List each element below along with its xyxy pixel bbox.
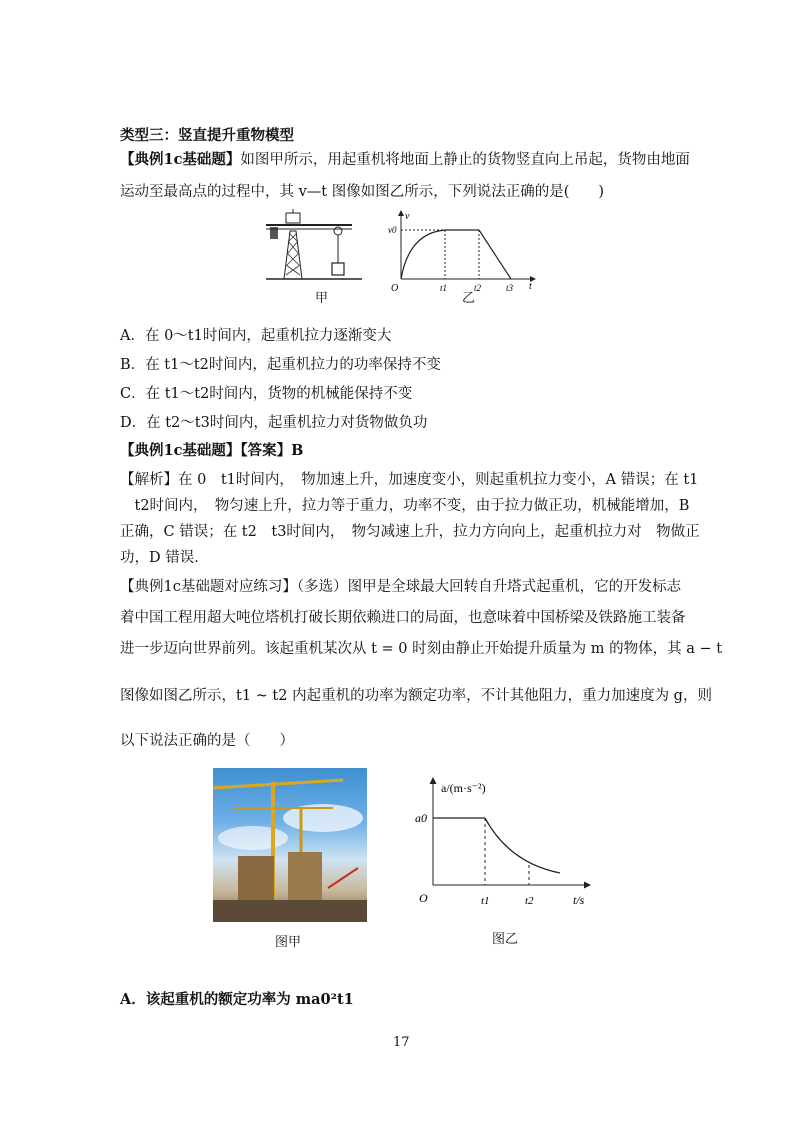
example1-tag: 【典例1c基础题】 — [120, 151, 241, 168]
section-title: 类型三：竖直提升重物模型 — [120, 127, 294, 144]
at-xlabel: t/s — [573, 893, 585, 907]
page-number: 17 — [393, 1035, 410, 1050]
analysis-line1: 【解析】在 0 t1时间内， 物加速上升，加速度变小，则起重机拉力变小，A 错误；在 t1 — [120, 472, 699, 488]
at-a0-label: a0 — [415, 811, 427, 825]
analysis-line3: 正确，C 错误；在 t2 t3时间内， 物匀减速上升，拉力方向向上，起重机拉力对 物做正 — [120, 524, 700, 540]
fig2-yi-label: 图乙 — [492, 932, 519, 947]
vt-curve-accel — [401, 230, 445, 279]
vt-tick-t3: t3 — [506, 283, 514, 293]
example2-line1: 【典例1c基础题对应练习】（多选）图甲是全球最大回转自升塔式起重机，它的开发标志 — [120, 579, 682, 595]
at-ylabel: a/(m·s⁻²) — [441, 781, 486, 795]
vt-graph — [385, 205, 545, 297]
vt-v0-label: v0 — [388, 225, 397, 235]
crane-diagram — [262, 205, 372, 283]
option-b: B．在 t1～t2时间内，起重机拉力的功率保持不变 — [120, 357, 441, 373]
answer-line: 【典例1c基础题】【答案】B — [120, 442, 304, 459]
analysis-line2: t2时间内， 物匀速上升，拉力等于重力，功率不变，由于拉力做正功，机械能增加，B — [120, 498, 690, 514]
example1-stem-text: 如图甲所示，用起重机将地面上静止的货物竖直向上吊起，货物由地面 — [240, 152, 690, 168]
example2-line2: 着中国工程用超大吨位塔机打破长期依赖进口的局面，也意味着中国桥梁及铁路施工装备 — [120, 610, 686, 626]
at-tick-t2: t2 — [525, 895, 534, 907]
analysis-line4: 功，D 错误． — [120, 550, 209, 566]
at-tick-t1: t1 — [481, 895, 490, 907]
at-curve-decay — [485, 818, 560, 873]
vt-ylabel: v — [405, 211, 410, 222]
example2-option-a: A．该起重机的额定功率为 ma0²t1 — [120, 991, 354, 1008]
fig-yi-label: 乙 — [462, 291, 476, 306]
vt-xlabel: t — [529, 281, 532, 292]
option-d: D．在 t2～t3时间内，起重机拉力对货物做负功 — [120, 415, 428, 431]
at-graph — [405, 770, 605, 910]
crane-photo — [213, 768, 367, 922]
example1-stem-line1 — [120, 150, 690, 170]
fig2-jia-label: 图甲 — [275, 935, 302, 950]
example2-line5: 以下说法正确的是（ ） — [120, 733, 294, 749]
example2-line3: 进一步迈向世界前列。该起重机某次从 t = 0 时刻由静止开始提升质量为 m 的物体，其 a − t — [120, 641, 723, 657]
vt-tick-t2: t2 — [474, 283, 482, 293]
fig-jia-label: 甲 — [315, 291, 329, 306]
at-origin: O — [419, 891, 428, 905]
example2-line4: 图像如图乙所示，t1 ~ t2 内起重机的功率为额定功率，不计其他阻力，重力加速度为 g，则 — [120, 688, 712, 704]
vt-origin: O — [391, 283, 399, 294]
example1-stem-line2: 运动至最高点的过程中，其 v—t 图像如图乙所示，下列说法正确的是( ) — [120, 184, 605, 200]
vt-tick-t1: t1 — [440, 283, 448, 293]
option-c: C．在 t1～t2时间内，货物的机械能保持不变 — [120, 386, 413, 402]
option-a: A．在 0～t1时间内，起重机拉力逐渐变大 — [120, 328, 392, 344]
vt-line-decel — [479, 230, 511, 279]
